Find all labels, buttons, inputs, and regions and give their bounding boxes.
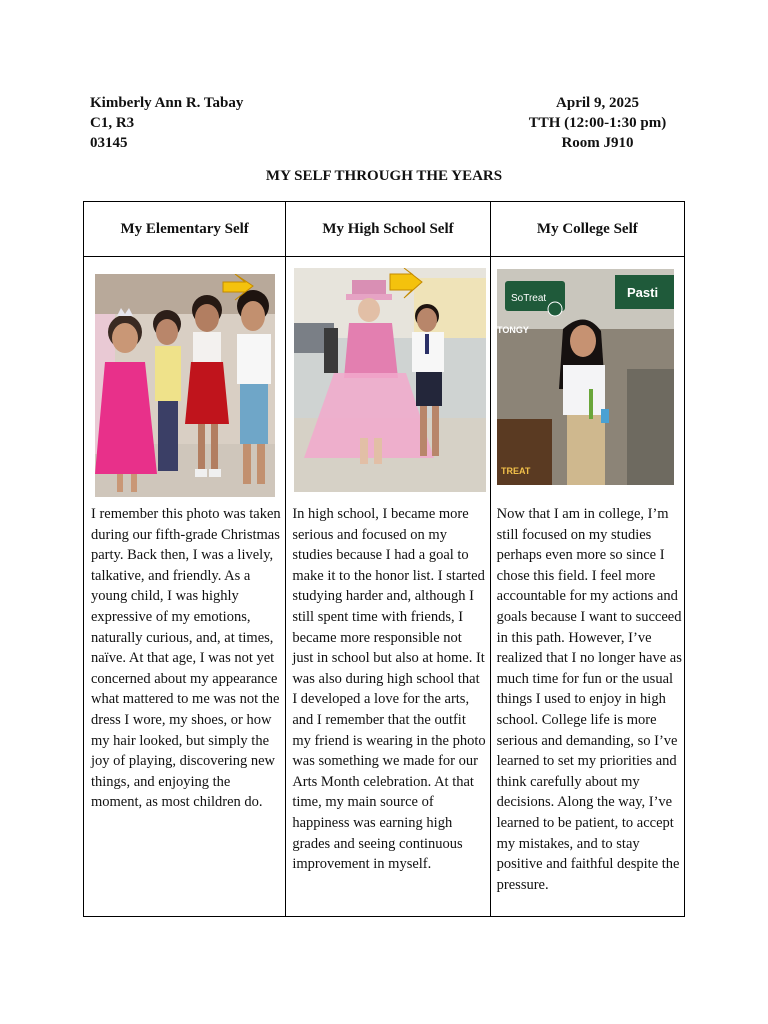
college-photo-drawing xyxy=(497,269,674,485)
high-school-arts-month-photo xyxy=(294,268,486,492)
class-info xyxy=(510,93,685,153)
elementary-christmas-party-photo xyxy=(95,274,275,497)
column-heading-college: My College Self xyxy=(490,202,684,257)
table-header-row xyxy=(84,202,685,257)
sign-tongy: TONGY xyxy=(496,325,529,335)
high-school-paragraph: In high school, I became more serious and focused on my studies because I had a goal to make it to the honor list. I started studying harder and, although I still spent time with friends, I became more responsible not just in school but also at home. It was also during high school that I developed a love for the arts, and I remember that the outfit my friend is wearing in the photo was something we made for our Arts Month celebration. At that time, my main source of happiness was earning high grades and seeing continuous improvement in myself. xyxy=(292,506,486,873)
student-id: 03145 xyxy=(90,135,128,151)
years-table xyxy=(83,201,685,917)
elementary-photo-drawing xyxy=(95,274,275,497)
student-section: C1, R3 xyxy=(90,115,135,131)
student-info xyxy=(90,93,243,153)
column-heading-elementary: My Elementary Self xyxy=(84,202,286,257)
document-title: MY SELF THROUGH THE YEARS xyxy=(265,168,503,184)
column-heading-high-school: My High School Self xyxy=(286,202,490,257)
sign-treat: TREAT xyxy=(500,466,530,476)
sign-pasti: Pasti xyxy=(626,285,658,300)
high-school-cell xyxy=(286,257,490,917)
table-content-row xyxy=(84,257,685,917)
college-cell xyxy=(490,257,684,917)
class-schedule: TTH (12:00-1:30 pm) xyxy=(528,115,667,131)
high-school-photo-drawing xyxy=(294,268,486,492)
elementary-paragraph: I remember this photo was taken during our fifth-grade Christmas party. Back then, I was a lively, talkative, and friendly. As a young child, I was highly expressive of my emotions, naturally curious, and, at times, naïve. At that age, I was not yet concerned about my appearance what mattered to me was not the dress I wore, my shoes, or how my hair looked, but simply the joy of playing, discovering new things, and enjoying the moment, as most children do. xyxy=(91,506,281,811)
submission-date: April 9, 2025 xyxy=(556,95,639,111)
sign-sotreat: SoTreat xyxy=(510,293,546,304)
elementary-cell xyxy=(84,257,286,917)
college-paragraph: Now that I am in college, I’m still focused on my studies perhaps even more so since I chose this field. I feel more accountable for my actions and goals because I want to succeed in this path. However, I’ve realized that I no longer have as much time for fun or the usual things I used to enjoy in high school. College life is more serious and demanding, so I’ve learned to set my priorities and think carefully about my decisions. Along the way, I’ve learned to be patient, to accept my mistakes, and to stay positive and faithful despite the pressure. xyxy=(496,506,682,893)
class-room: Room J910 xyxy=(561,135,634,151)
student-name: Kimberly Ann R. Tabay xyxy=(90,95,244,111)
college-food-fair-photo xyxy=(497,269,674,485)
